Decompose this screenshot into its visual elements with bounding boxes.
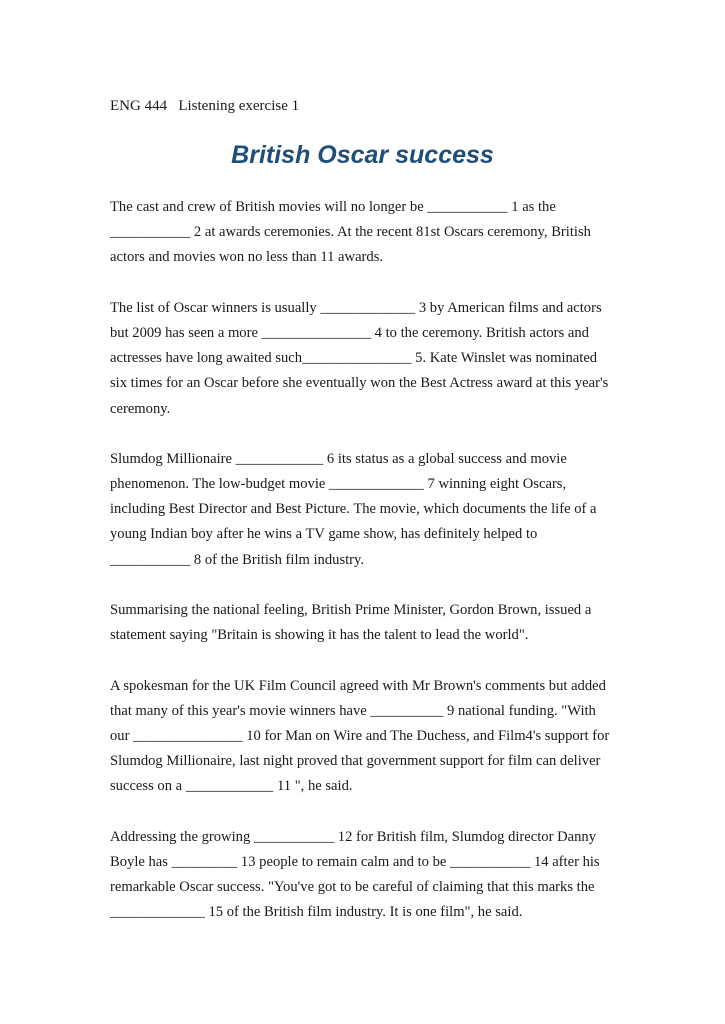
paragraph-line: Slumdog Millionaire ____________ 6 its status as a global success and movie <box>110 450 567 467</box>
paragraph-line: _____________ 15 of the British film industry. It is one film", he said. <box>110 904 523 921</box>
paragraph-line: young Indian boy after he wins a TV game show, has definitely helped to <box>110 526 538 543</box>
paragraph-line: Summarising the national feeling, British Prime Minister, Gordon Brown, issued a <box>110 602 592 618</box>
paragraph-line: but 2009 has seen a more _______________ 4 to the ceremony. British actors and <box>110 324 589 341</box>
paragraph-line: Addressing the growing ___________ 12 for British film, Slumdog director Danny <box>110 828 597 845</box>
paragraph-line: six times for an Oscar before she eventually won the Best Actress award at this year's <box>110 375 609 392</box>
paragraph-line: success on a ____________ 11 ", he said. <box>110 778 353 795</box>
document-page <box>110 96 620 925</box>
paragraph-line: The cast and crew of British movies will no longer be ___________ 1 as the <box>110 199 556 215</box>
paragraph-5 <box>110 674 620 800</box>
course-line: ENG 444 Listening exercise 1 <box>110 98 300 114</box>
paragraph-1 <box>110 195 620 271</box>
paragraph-line: that many of this year's movie winners have __________ 9 national funding. "With <box>110 702 596 719</box>
paragraph-line: Slumdog Millionaire, last night proved that government support for film can deliver <box>110 753 601 770</box>
paragraph-line: actresses have long awaited such_______________ 5. Kate Winslet was nominated <box>110 350 598 367</box>
paragraph-line: ceremony. <box>110 400 171 417</box>
paragraph-6 <box>110 825 620 926</box>
paragraph-line: ___________ 2 at awards ceremonies. At the recent 81st Oscars ceremony, British <box>110 224 591 241</box>
paragraph-line: our _______________ 10 for Man on Wire and The Duchess, and Film4's support for <box>110 727 610 744</box>
page-title: British Oscar success <box>231 141 494 169</box>
paragraph-line: remarkable Oscar success. "You've got to be careful of claiming that this marks the <box>110 879 595 896</box>
paragraph-line: phenomenon. The low-budget movie _____________ 7 winning eight Oscars, <box>110 476 567 493</box>
paragraph-line: ___________ 8 of the British film industry. <box>110 551 365 568</box>
paragraph-line: The list of Oscar winners is usually _____________ 3 by American films and actors <box>110 299 602 316</box>
paragraph-line: A spokesman for the UK Film Council agreed with Mr Brown's comments but added <box>110 677 606 694</box>
paragraph-4 <box>110 598 620 648</box>
paragraph-line: statement saying "Britain is showing it has the talent to lead the world". <box>110 627 529 644</box>
paragraph-line: including Best Director and Best Picture. The movie, which documents the life of a <box>110 501 597 518</box>
paragraph-line: Boyle has _________ 13 people to remain calm and to be ___________ 14 after his <box>110 853 600 870</box>
paragraph-3 <box>110 447 620 573</box>
paragraph-line: actors and movies won no less than 11 awards. <box>110 249 384 266</box>
paragraph-2 <box>110 296 620 422</box>
